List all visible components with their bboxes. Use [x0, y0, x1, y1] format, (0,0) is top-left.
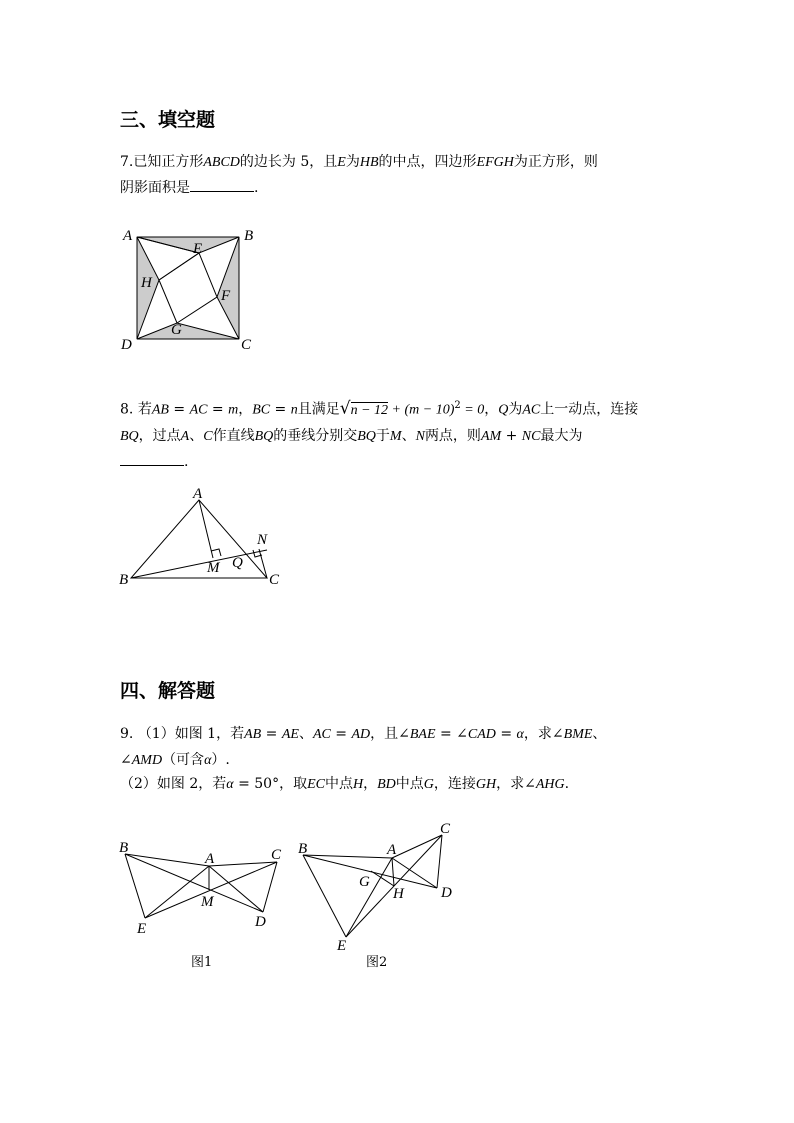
- line-ba: [125, 854, 209, 866]
- q9-text: =: [495, 726, 517, 742]
- label-e: E: [193, 241, 203, 257]
- q9-math: α: [226, 777, 234, 792]
- q8-text: 为: [508, 401, 523, 418]
- q9-math: AC: [312, 727, 331, 742]
- q8-text: =: [168, 401, 190, 418]
- q7-math: HB: [359, 155, 379, 170]
- q8-math: AB: [151, 402, 169, 418]
- label-m: M: [207, 560, 220, 576]
- q8-text: +: [501, 428, 522, 444]
- q9-math: EC: [307, 777, 325, 792]
- line-ae: [145, 866, 209, 918]
- q9-math: α: [204, 753, 212, 768]
- q9-text: =: [330, 726, 352, 742]
- section-title-fill-blank: 三、填空题: [120, 109, 216, 131]
- label-e: E: [137, 921, 147, 937]
- q8-math: Q: [498, 402, 509, 418]
- label-f: F: [221, 288, 231, 304]
- q8-line1: [120, 393, 638, 424]
- triangle-abc: [131, 500, 267, 578]
- q8-line2: [120, 423, 582, 450]
- q8-text: 最大为: [540, 428, 583, 444]
- q7-figure: [115, 225, 265, 355]
- q8-exponent: 2: [454, 400, 461, 411]
- q8-text: ，过点: [138, 428, 181, 444]
- q9-text: ，: [363, 776, 378, 792]
- line-ah: [392, 858, 394, 886]
- q9-text: 、: [592, 726, 607, 742]
- q8-text: .: [184, 454, 189, 470]
- label-g: G: [359, 874, 370, 890]
- label-h: H: [393, 886, 404, 902]
- q8-math: C: [203, 429, 213, 444]
- q7-text: 为正方形，则: [513, 154, 598, 170]
- line-cd: [263, 862, 277, 912]
- q9-text: （2）如图 2，若: [120, 776, 227, 792]
- label-c: C: [271, 847, 282, 863]
- shaded-triangle-cgd: [137, 323, 239, 339]
- q7-line2: [120, 175, 258, 201]
- q8-text: 两点，则: [424, 428, 481, 444]
- square-efgh: [159, 253, 217, 323]
- label-b: B: [244, 228, 254, 244]
- label-a: A: [123, 228, 133, 244]
- q8-text: 作直线: [212, 428, 255, 444]
- q8-math: A: [180, 429, 190, 444]
- q9-figure-2: [295, 820, 470, 955]
- label-c: C: [269, 572, 280, 588]
- q9-text: = 50°，取: [233, 776, 308, 792]
- q8-math: BQ: [254, 429, 274, 444]
- q7-text: 为: [345, 154, 360, 170]
- q9-text: ，求∠: [496, 776, 536, 792]
- q9-math: AE: [281, 727, 299, 742]
- q8-math: BQ: [357, 429, 376, 444]
- q9-math: BME: [563, 727, 593, 742]
- q9-math: AHG: [535, 777, 565, 792]
- q8-math: N: [415, 429, 425, 444]
- q8-math: + (m − 10): [388, 402, 455, 418]
- q7-text: 的中点，四边形: [378, 154, 477, 170]
- q9-text: ，求∠: [523, 726, 564, 742]
- q9-number: 9.: [120, 726, 134, 742]
- label-b: B: [119, 840, 129, 856]
- q9-line2: [120, 747, 230, 774]
- q9-math: α: [516, 727, 524, 742]
- line-ae: [346, 858, 392, 937]
- q7-text: .: [254, 180, 259, 196]
- label-a: A: [193, 486, 203, 502]
- q8-line3: [120, 449, 188, 475]
- q8-math: AC: [522, 402, 541, 418]
- line-be: [303, 855, 346, 937]
- q8-math: n: [290, 402, 298, 418]
- radicand: n − 12: [350, 402, 389, 418]
- q8-text: 、: [401, 428, 416, 444]
- q9-math: GH: [475, 777, 497, 792]
- q9-text: ，连接: [433, 776, 476, 792]
- q8-math: NC: [521, 429, 541, 444]
- q9-math: BD: [377, 777, 396, 792]
- q9-line3: [120, 771, 569, 798]
- line-cd: [437, 835, 442, 888]
- q8-text: 若: [137, 401, 152, 418]
- q8-text: 的垂线分别交: [273, 428, 358, 444]
- q9-math: CAD: [467, 727, 496, 742]
- label-b: B: [119, 572, 129, 588]
- radical-sign: √: [339, 398, 351, 419]
- q9-math: H: [352, 777, 364, 792]
- label-g: G: [171, 322, 182, 338]
- figure-2-caption: 图2: [366, 955, 388, 970]
- q8-text: ，: [484, 401, 499, 418]
- q9-text: ）.: [211, 752, 230, 768]
- line-ac: [392, 835, 442, 858]
- q7-number: 7.: [120, 154, 134, 170]
- q7-answer-blank[interactable]: [190, 175, 254, 192]
- line-bd: [303, 855, 437, 888]
- q9-text: 中点: [395, 776, 424, 792]
- q9-math: BAE: [409, 727, 436, 742]
- q9-math: AB: [244, 727, 262, 742]
- q9-figure-1: [115, 836, 295, 941]
- q8-text: 且满足: [297, 401, 340, 418]
- q7-text: 阴影面积是: [120, 180, 190, 196]
- label-a: A: [387, 842, 397, 858]
- q8-text: 、: [189, 428, 204, 444]
- line-ba: [303, 855, 392, 858]
- q9-text: =: [261, 726, 282, 742]
- q8-number: 8.: [120, 401, 134, 418]
- label-b: B: [298, 841, 308, 857]
- q8-math: BC: [252, 402, 271, 418]
- q9-text: ，且∠: [370, 726, 410, 742]
- q9-math: G: [423, 777, 434, 792]
- q7-math: ABCD: [203, 155, 240, 170]
- label-d: D: [441, 885, 452, 901]
- label-a: A: [205, 851, 215, 867]
- label-c: C: [241, 337, 252, 353]
- line-be: [125, 854, 145, 918]
- q8-math: = 0: [460, 402, 485, 418]
- q7-text: 的边长为 5，且: [239, 154, 338, 170]
- q8-answer-blank[interactable]: [120, 449, 184, 466]
- label-m: M: [201, 894, 214, 910]
- q9-text: = ∠: [435, 726, 468, 742]
- figure-1-caption: 图1: [191, 955, 213, 970]
- q8-text: =: [207, 401, 229, 418]
- q8-math: AM: [480, 429, 502, 444]
- q8-text: 上一动点，连接: [540, 401, 639, 418]
- label-d: D: [255, 914, 266, 930]
- label-e: E: [337, 938, 347, 954]
- line-ad: [392, 858, 437, 888]
- section-title-solve: 四、解答题: [120, 680, 216, 702]
- label-c: C: [440, 821, 451, 837]
- q9-line1: [120, 721, 606, 748]
- q8-text: ，: [238, 401, 253, 418]
- label-h: H: [141, 275, 152, 291]
- q8-math: AC: [189, 402, 208, 418]
- q7-math: EFGH: [476, 155, 514, 170]
- q7-math: E: [337, 155, 346, 170]
- line-ac: [209, 862, 277, 866]
- label-n: N: [257, 532, 268, 548]
- q7-text: 已知正方形: [133, 154, 204, 170]
- label-d: D: [121, 337, 132, 353]
- label-q: Q: [232, 555, 243, 571]
- line-bd: [125, 854, 263, 912]
- q9-text: （1）如图 1，若: [137, 726, 245, 742]
- q8-math: BQ: [120, 429, 139, 444]
- line-ad: [209, 866, 263, 912]
- q9-text: ∠: [120, 752, 132, 768]
- q9-math: AMD: [131, 753, 163, 768]
- line-gh: [371, 871, 394, 886]
- q9-text: 中点: [324, 776, 353, 792]
- q8-text: 于: [375, 428, 390, 444]
- q8-text: =: [270, 401, 291, 418]
- q8-math: M: [389, 429, 402, 444]
- q9-text: （可含: [162, 752, 205, 768]
- q8-math: m: [228, 402, 239, 418]
- q7-line1: [120, 149, 598, 176]
- q9-text: .: [564, 776, 570, 792]
- q8-figure: [115, 488, 285, 588]
- q9-text: 、: [298, 726, 313, 742]
- q9-math: AD: [351, 727, 371, 742]
